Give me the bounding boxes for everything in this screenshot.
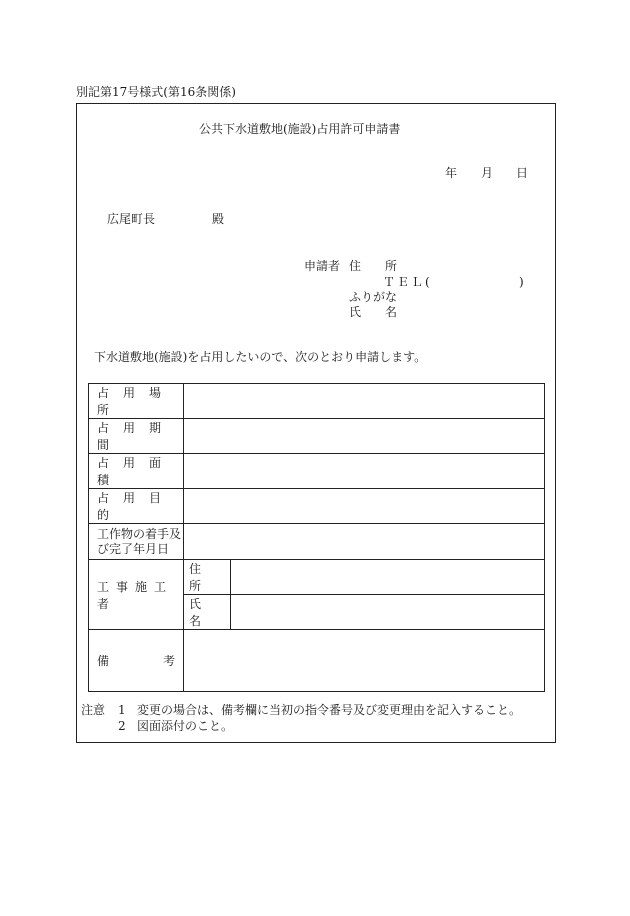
note-1-number: 1 [118, 703, 126, 717]
application-statement: 下水道敷地(施設)を占用したいので、次のとおり申請します。 [94, 350, 427, 364]
contractor-name-label: 氏 名 [184, 595, 231, 630]
construction-dates-value[interactable] [184, 524, 545, 560]
purpose-value[interactable] [184, 489, 545, 524]
form-number: 別記第17号様式(第16条関係) [76, 85, 236, 99]
construction-dates-label-line1: 工作物の着手及 [97, 526, 182, 541]
recipient: 広尾町長 [107, 212, 156, 226]
purpose-label: 占用目的 [89, 489, 184, 524]
applicant-address-label: 住 所 [349, 259, 404, 273]
remarks-label-right: 考 [162, 654, 175, 668]
contractor-name-value[interactable] [231, 595, 545, 630]
period-value[interactable] [184, 419, 545, 454]
applicant-name-label: 氏 名 [349, 305, 404, 319]
application-table [88, 383, 545, 692]
contractor-address-label: 住 所 [184, 560, 231, 595]
applicant-tel-label: ＴＥＬ( [383, 275, 432, 289]
date-month: 月 [481, 166, 494, 180]
contractor-label: 工事施工者 [89, 560, 184, 630]
notes-label: 注意 [81, 703, 106, 717]
document-title: 公共下水道敷地(施設)占用許可申請書 [199, 122, 401, 136]
construction-dates-label-line2: び完了年月日 [97, 541, 170, 556]
period-label: 占用期間 [89, 419, 184, 454]
applicant-label: 申請者 [304, 259, 341, 273]
date-day: 日 [516, 166, 529, 180]
area-label: 占用面積 [89, 454, 184, 489]
remarks-label-left: 備 [97, 654, 110, 668]
construction-dates-label [89, 524, 184, 560]
area-value[interactable] [184, 454, 545, 489]
location-value[interactable] [184, 384, 545, 419]
remarks-value[interactable] [184, 630, 545, 692]
note-2-text: 図面添付のこと。 [137, 719, 234, 733]
applicant-furigana-label: ふりがな [349, 290, 398, 304]
remarks-label [89, 630, 184, 692]
contractor-address-value[interactable] [231, 560, 545, 595]
applicant-tel-close: ) [519, 275, 524, 289]
date-year: 年 [445, 166, 458, 180]
note-1-text: 変更の場合は、備考欄に当初の指令番号及び変更理由を記入すること。 [137, 703, 522, 717]
note-2-number: 2 [118, 719, 126, 733]
recipient-honorific: 殿 [212, 212, 225, 226]
location-label: 占用場所 [89, 384, 184, 419]
